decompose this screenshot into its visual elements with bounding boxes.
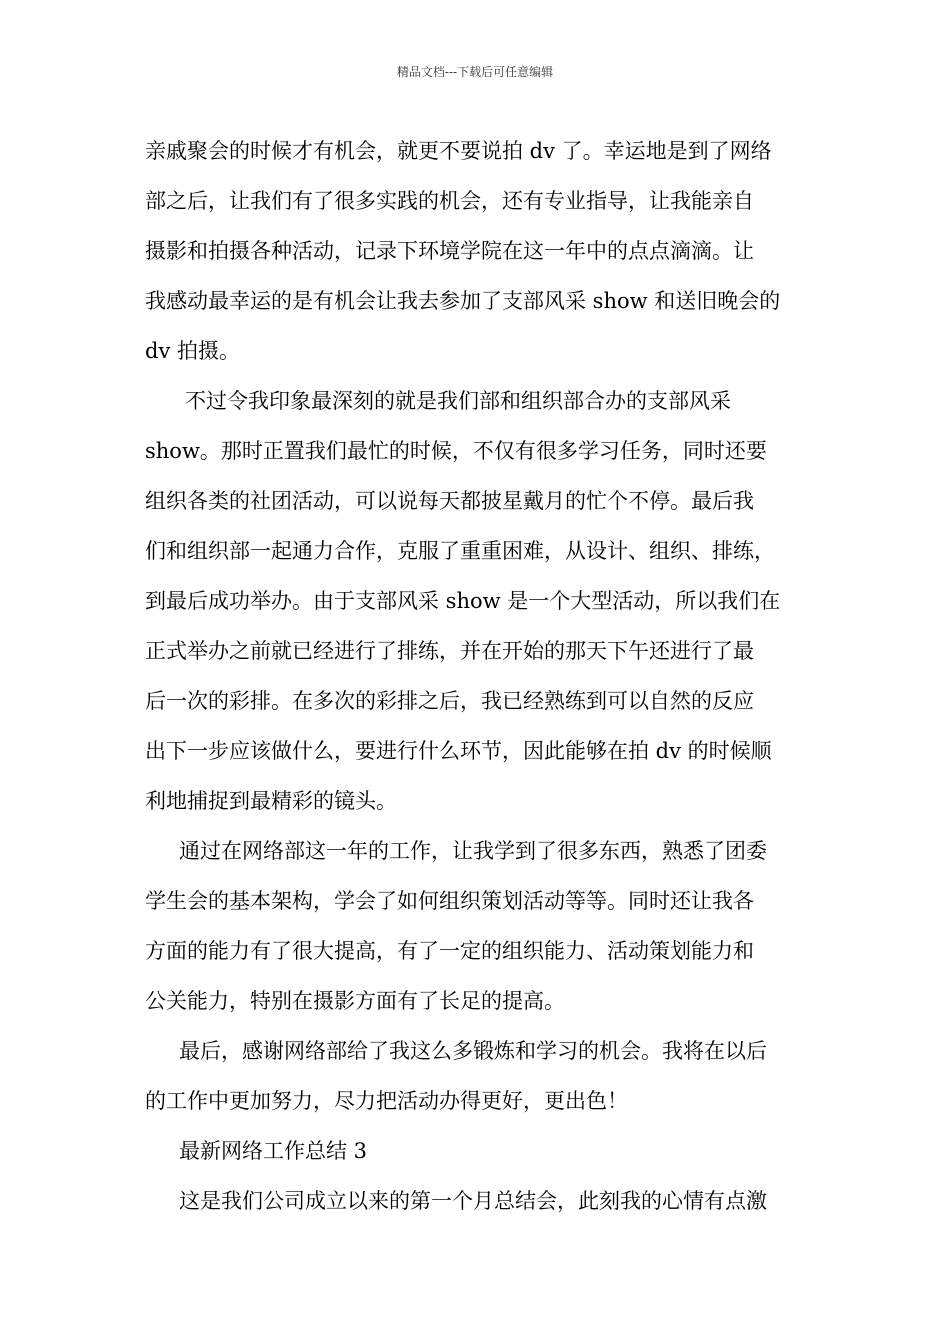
text-line: 部之后，让我们有了很多实践的机会，还有专业指导，让我能亲自 bbox=[145, 189, 754, 213]
text-line: 们和组织部一起通力合作，克服了重重困难，从设计、组织、排练， bbox=[145, 539, 775, 563]
text-line: 的工作中更加努力，尽力把活动办得更好，更出色！ bbox=[145, 1089, 628, 1113]
text-line: 学生会的基本架构，学会了如何组织策划活动等等。同时还让我各 bbox=[145, 889, 754, 913]
text-line: 方面的能力有了很大提高，有了一定的组织能力、活动策划能力和 bbox=[145, 939, 754, 963]
paragraph-first-line: 通过在网络部这一年的工作，让我学到了很多东西，熟悉了团委 bbox=[179, 839, 767, 863]
document-body bbox=[145, 126, 810, 1226]
text-line: 亲戚聚会的时候才有机会，就更不要说拍 dv 了。幸运地是到了网络 bbox=[145, 139, 772, 163]
text-line: dv 拍摄。 bbox=[145, 339, 240, 363]
text-line: 组织各类的社团活动，可以说每天都披星戴月的忙个不停。最后我 bbox=[145, 489, 754, 513]
page-header: 精品文档---下载后可任意编辑 bbox=[396, 65, 554, 79]
text-line: 出下一步应该做什么，要进行什么环节，因此能够在拍 dv 的时候顺 bbox=[145, 739, 772, 763]
text-line: 公关能力，特别在摄影方面有了长足的提高。 bbox=[145, 989, 565, 1013]
text-line: 利地捕捉到最精彩的镜头。 bbox=[145, 789, 397, 813]
text-line: 后一次的彩排。在多次的彩排之后，我已经熟练到可以自然的反应 bbox=[145, 689, 754, 713]
text-line: 到最后成功举办。由于支部风采 show 是一个大型活动，所以我们在 bbox=[145, 589, 781, 613]
paragraph-first-line: 不过令我印象最深刻的就是我们部和组织部合办的支部风采 bbox=[185, 389, 731, 413]
text-line: show。那时正置我们最忙的时候，不仅有很多学习任务，同时还要 bbox=[145, 439, 767, 463]
text-line: 正式举办之前就已经进行了排练，并在开始的那天下午还进行了最 bbox=[145, 639, 754, 663]
section-heading: 最新网络工作总结 3 bbox=[179, 1139, 368, 1163]
text-line: 我感动最幸运的是有机会让我去参加了支部风采 show 和送旧晚会的 bbox=[145, 289, 781, 313]
paragraph-first-line: 这是我们公司成立以来的第一个月总结会，此刻我的心情有点激 bbox=[179, 1189, 767, 1213]
text-line: 摄影和拍摄各种活动，记录下环境学院在这一年中的点点滴滴。让 bbox=[145, 239, 754, 263]
paragraph-first-line: 最后，感谢网络部给了我这么多锻炼和学习的机会。我将在以后 bbox=[179, 1039, 767, 1063]
